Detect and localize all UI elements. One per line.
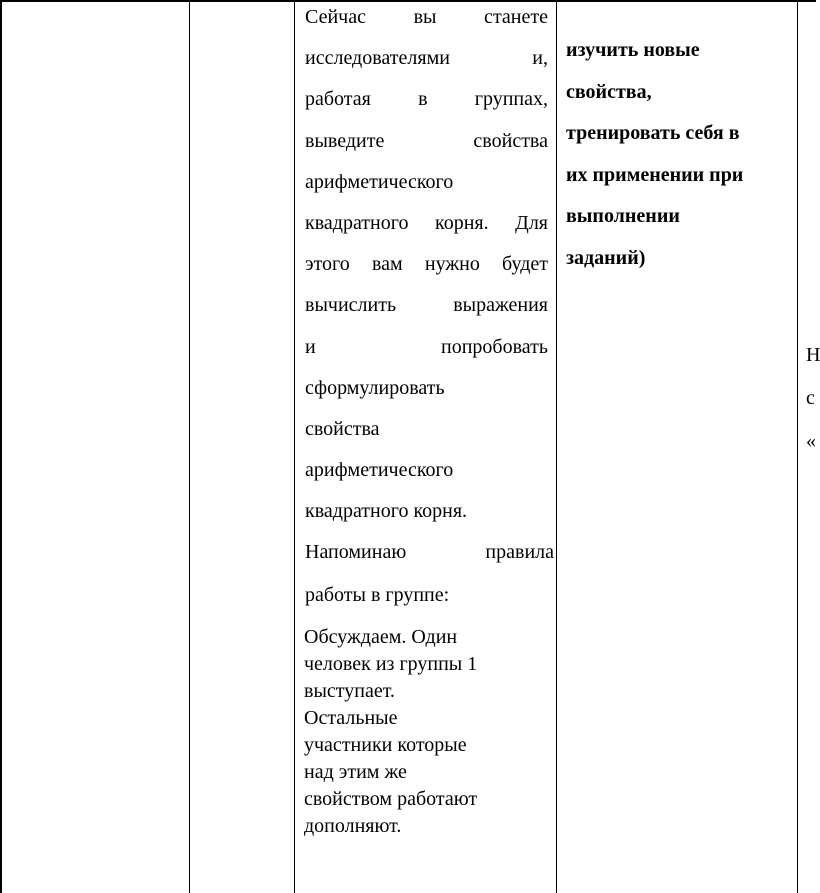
instruction-line: сформулировать xyxy=(305,376,445,399)
instruction-line: квадратного корня. xyxy=(305,500,468,523)
group-rules-text: Обсуждаем. Один человек из группы 1 выступает. Остальные участники которые над этим же свойством работают дополняют. xyxy=(304,626,478,837)
instruction-line: свойства xyxy=(305,417,380,440)
clipped-fragment: Н xyxy=(806,344,820,366)
instruction-line: квадратного корня. Для xyxy=(305,211,548,234)
instruction-line: этого вам нужно будет xyxy=(305,253,548,276)
instruction-line: работая в группах, xyxy=(305,88,548,111)
instruction-line: Сейчас вы станете xyxy=(305,6,548,28)
clipped-fragment: « xyxy=(806,430,816,452)
instruction-line: и попробовать xyxy=(305,335,548,358)
goal-line: заданий) xyxy=(566,246,646,269)
column-divider-1 xyxy=(0,0,2,893)
instruction-line: исследователями и, xyxy=(305,47,548,70)
column-divider-5 xyxy=(797,0,798,893)
instruction-paragraph xyxy=(305,2,548,537)
goal-line: тренировать себя в xyxy=(566,122,740,144)
column-divider-4 xyxy=(556,0,557,893)
goal-line: выполнении xyxy=(566,205,680,227)
goal-line: изучить новые xyxy=(566,39,700,61)
instruction-line: вычислить выражения xyxy=(305,294,548,317)
instruction-line: арифметического xyxy=(305,170,454,193)
instruction-line: выведите свойства xyxy=(305,129,548,152)
lesson-goal xyxy=(566,30,791,279)
instruction-line: арифметического xyxy=(305,459,454,482)
reminder-line: работы в группе: xyxy=(305,584,450,606)
column-divider-2 xyxy=(189,0,190,893)
reminder-line: Напоминаю правила xyxy=(305,541,554,563)
goal-line: свойства, xyxy=(566,80,652,103)
column-divider-3 xyxy=(294,0,295,893)
rules-reminder xyxy=(305,534,554,620)
goal-line: их применении при xyxy=(566,163,744,186)
clipped-fragment: с xyxy=(806,387,815,409)
